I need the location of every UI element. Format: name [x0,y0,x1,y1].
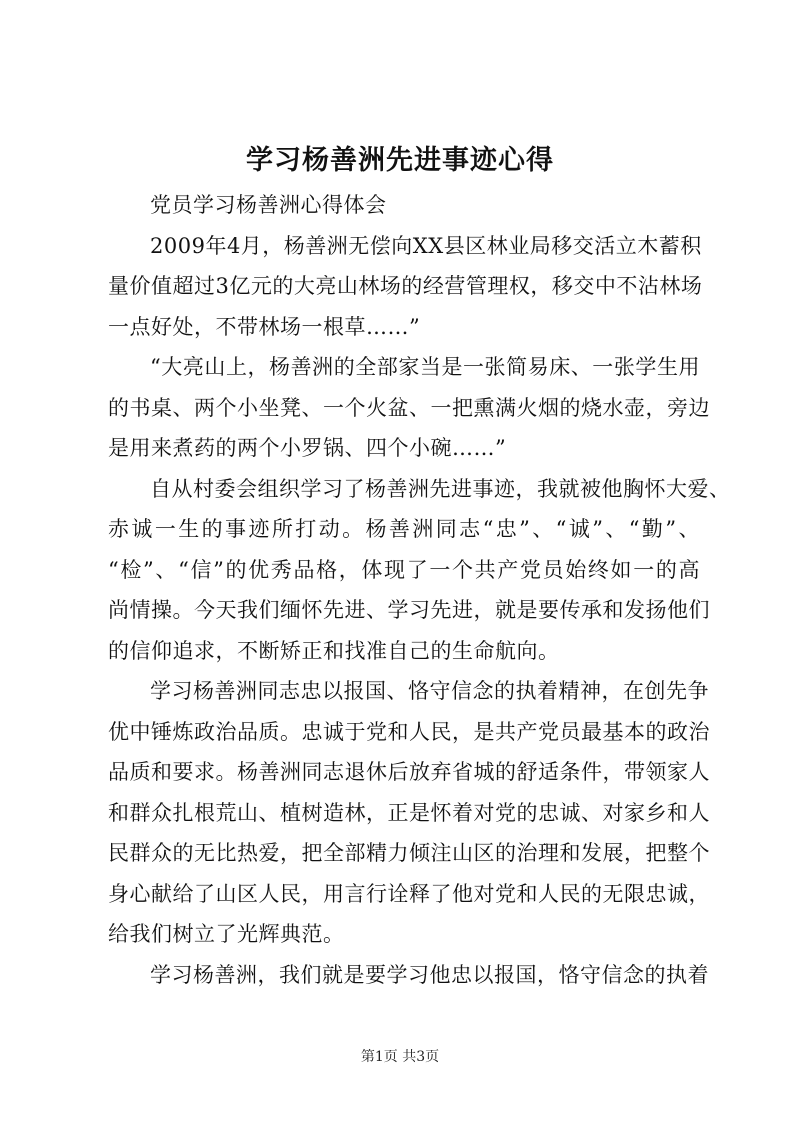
text-line: 和群众扎根荒山、植树造林，正是怀着对党的忠诚、对家乡和人 [108,800,710,825]
text-line: “检”、“信”的优秀品格，体现了一个共产党员始终如一的高 [108,557,700,582]
text-line: 的书桌、两个小坐凳、一个火盆、一把熏满火烟的烧水壶，旁边 [108,395,710,420]
text-line: 量价值超过3亿元的大亮山林场的经营管理权，移交中不沾林场 [108,274,703,298]
document-body [108,185,731,995]
text-line: 品质和要求。杨善洲同志退休后放弃省城的舒适条件，带领家人 [108,760,710,784]
text-line: 自从村委会组织学习了杨善洲先进事迹，我就被他胸怀大爱、 [150,476,731,501]
text-line: 学习杨善洲同志忠以报国、恪守信念的执着精神，在创先争 [150,679,709,703]
text-line: 民群众的无比热爱，把全部精力倾注山区的治理和发展，把整个 [108,841,710,865]
text-line: 一点好处，不带林场一根草……” [108,314,421,339]
text-line: 党员学习杨善洲心得体会 [150,193,387,217]
text-line: 身心献给了山区人民，用言行诠释了他对党和人民的无限忠诚， [108,881,710,906]
text-line: 是用来煮药的两个小罗锅、四个小碗……” [108,436,507,460]
text-line: 2009年4月，杨善洲无偿向XX县区林业局移交活立木蓄积 [150,233,702,258]
page-title: 学习杨善洲先进事迹心得 [246,145,554,176]
text-line: 的信仰追求，不断矫正和找准自己的生命航向。 [108,638,560,663]
text-line: 赤诚一生的事迹所打动。杨善洲同志“忠”、“诚”、“勤”、 [108,517,700,541]
text-line: 优中锤炼政治品质。忠诚于党和人民，是共产党员最基本的政治 [108,719,710,744]
text-line: 学习杨善洲，我们就是要学习他忠以报国，恪守信念的执着 [150,962,709,987]
text-line: 给我们树立了光辉典范。 [108,922,345,946]
text-line: 尚情操。今天我们缅怀先进、学习先进，就是要传承和发扬他们 [108,598,710,622]
text-line: “大亮山上，杨善洲的全部家当是一张简易床、一张学生用 [150,355,700,379]
page-number: 第1页 共3页 [360,1049,440,1065]
